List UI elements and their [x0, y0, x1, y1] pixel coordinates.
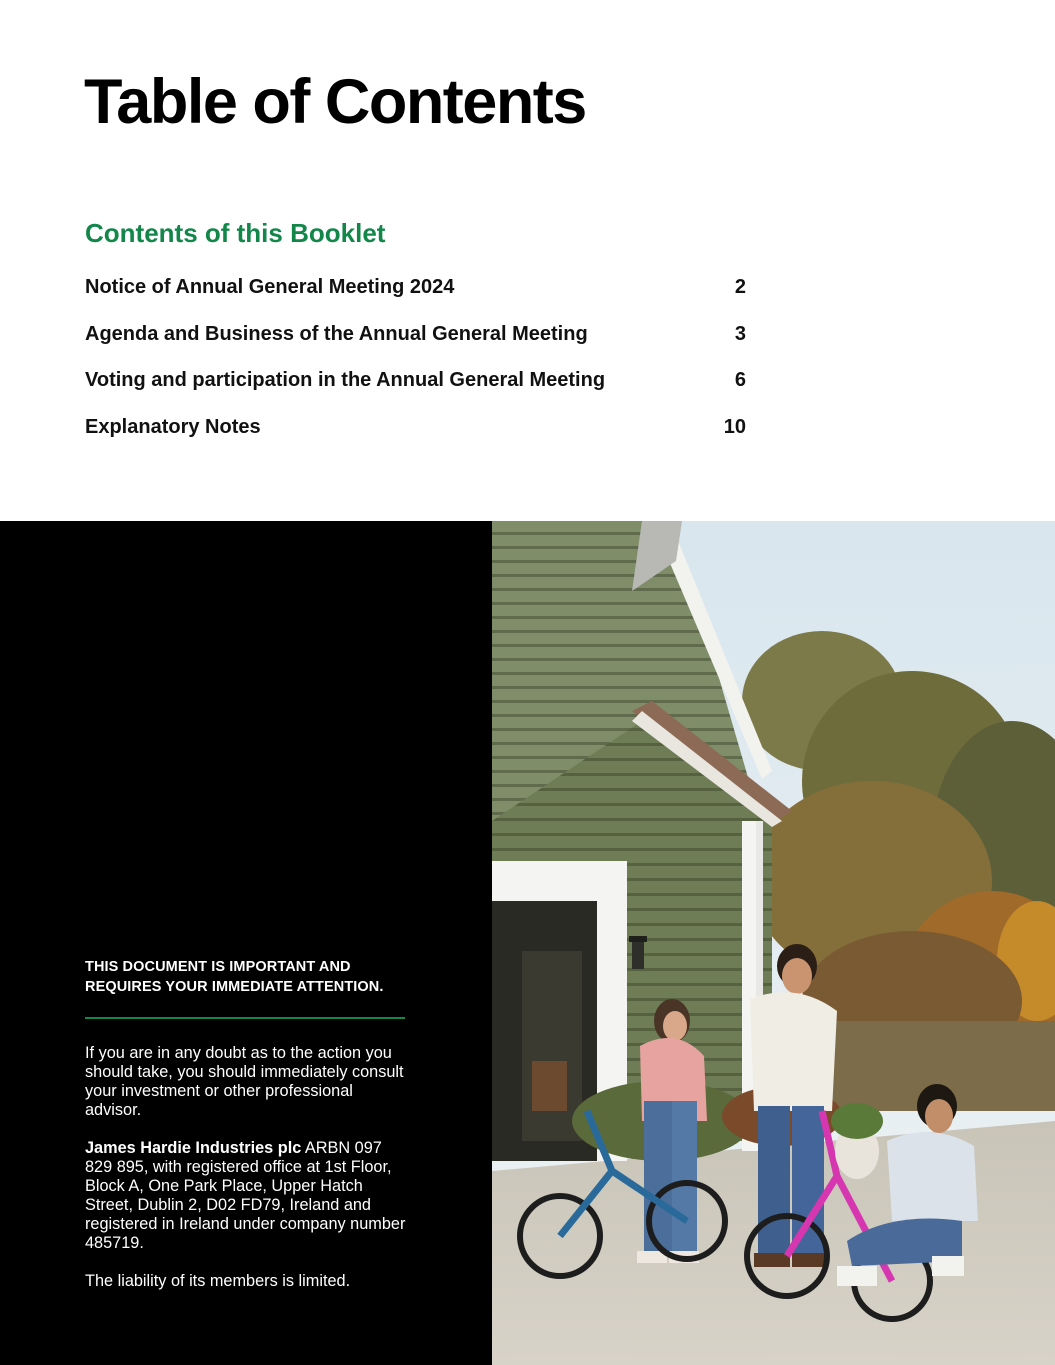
toc-item[interactable]: [85, 317, 746, 364]
family-house-photo: [492, 521, 1055, 1365]
company-info: [85, 1139, 410, 1253]
toc-item[interactable]: [85, 410, 746, 457]
important-notice: [85, 957, 410, 1291]
liability-statement: The liability of its members is limited.: [85, 1272, 351, 1290]
toc-item[interactable]: [85, 363, 746, 410]
toc-item-label: Voting and participation in the Annual General Meeting: [85, 369, 606, 392]
toc-item-page: 3: [734, 322, 746, 345]
toc-item-label: Explanatory Notes: [85, 415, 261, 438]
company-name: James Hardie Industries plc: [85, 1139, 302, 1157]
toc-item-page: 2: [734, 276, 746, 298]
company-details: ARBN 097 829 895, with registered office at 1st Floor, Block A, One Park Place, Upper Hatch Street, Dublin 2, D02 FD79, Ireland and registered in Ireland under company number 485719.: [85, 1139, 406, 1252]
page-title: Table of Contents: [84, 67, 586, 137]
notice-heading: THIS DOCUMENT IS IMPORTANT AND REQUIRES YOUR IMMEDIATE ATTENTION.: [85, 959, 384, 995]
toc-item-page: 10: [723, 415, 746, 438]
contents-heading: Contents of this Booklet: [85, 218, 386, 248]
toc-item-page: 6: [734, 369, 746, 392]
notice-panel: [0, 521, 492, 1365]
toc-item-label: Notice of Annual General Meeting 2024: [85, 276, 455, 298]
toc-list: [85, 270, 746, 456]
toc-item-label: Agenda and Business of the Annual General Meeting: [85, 322, 588, 345]
lower-section: [0, 521, 1055, 1365]
notice-advice: If you are in any doubt as to the action you should take, you should immediately consult your investment or other professional advisor.: [85, 1044, 404, 1119]
notice-divider: [85, 1017, 405, 1019]
toc-item[interactable]: [85, 270, 746, 317]
